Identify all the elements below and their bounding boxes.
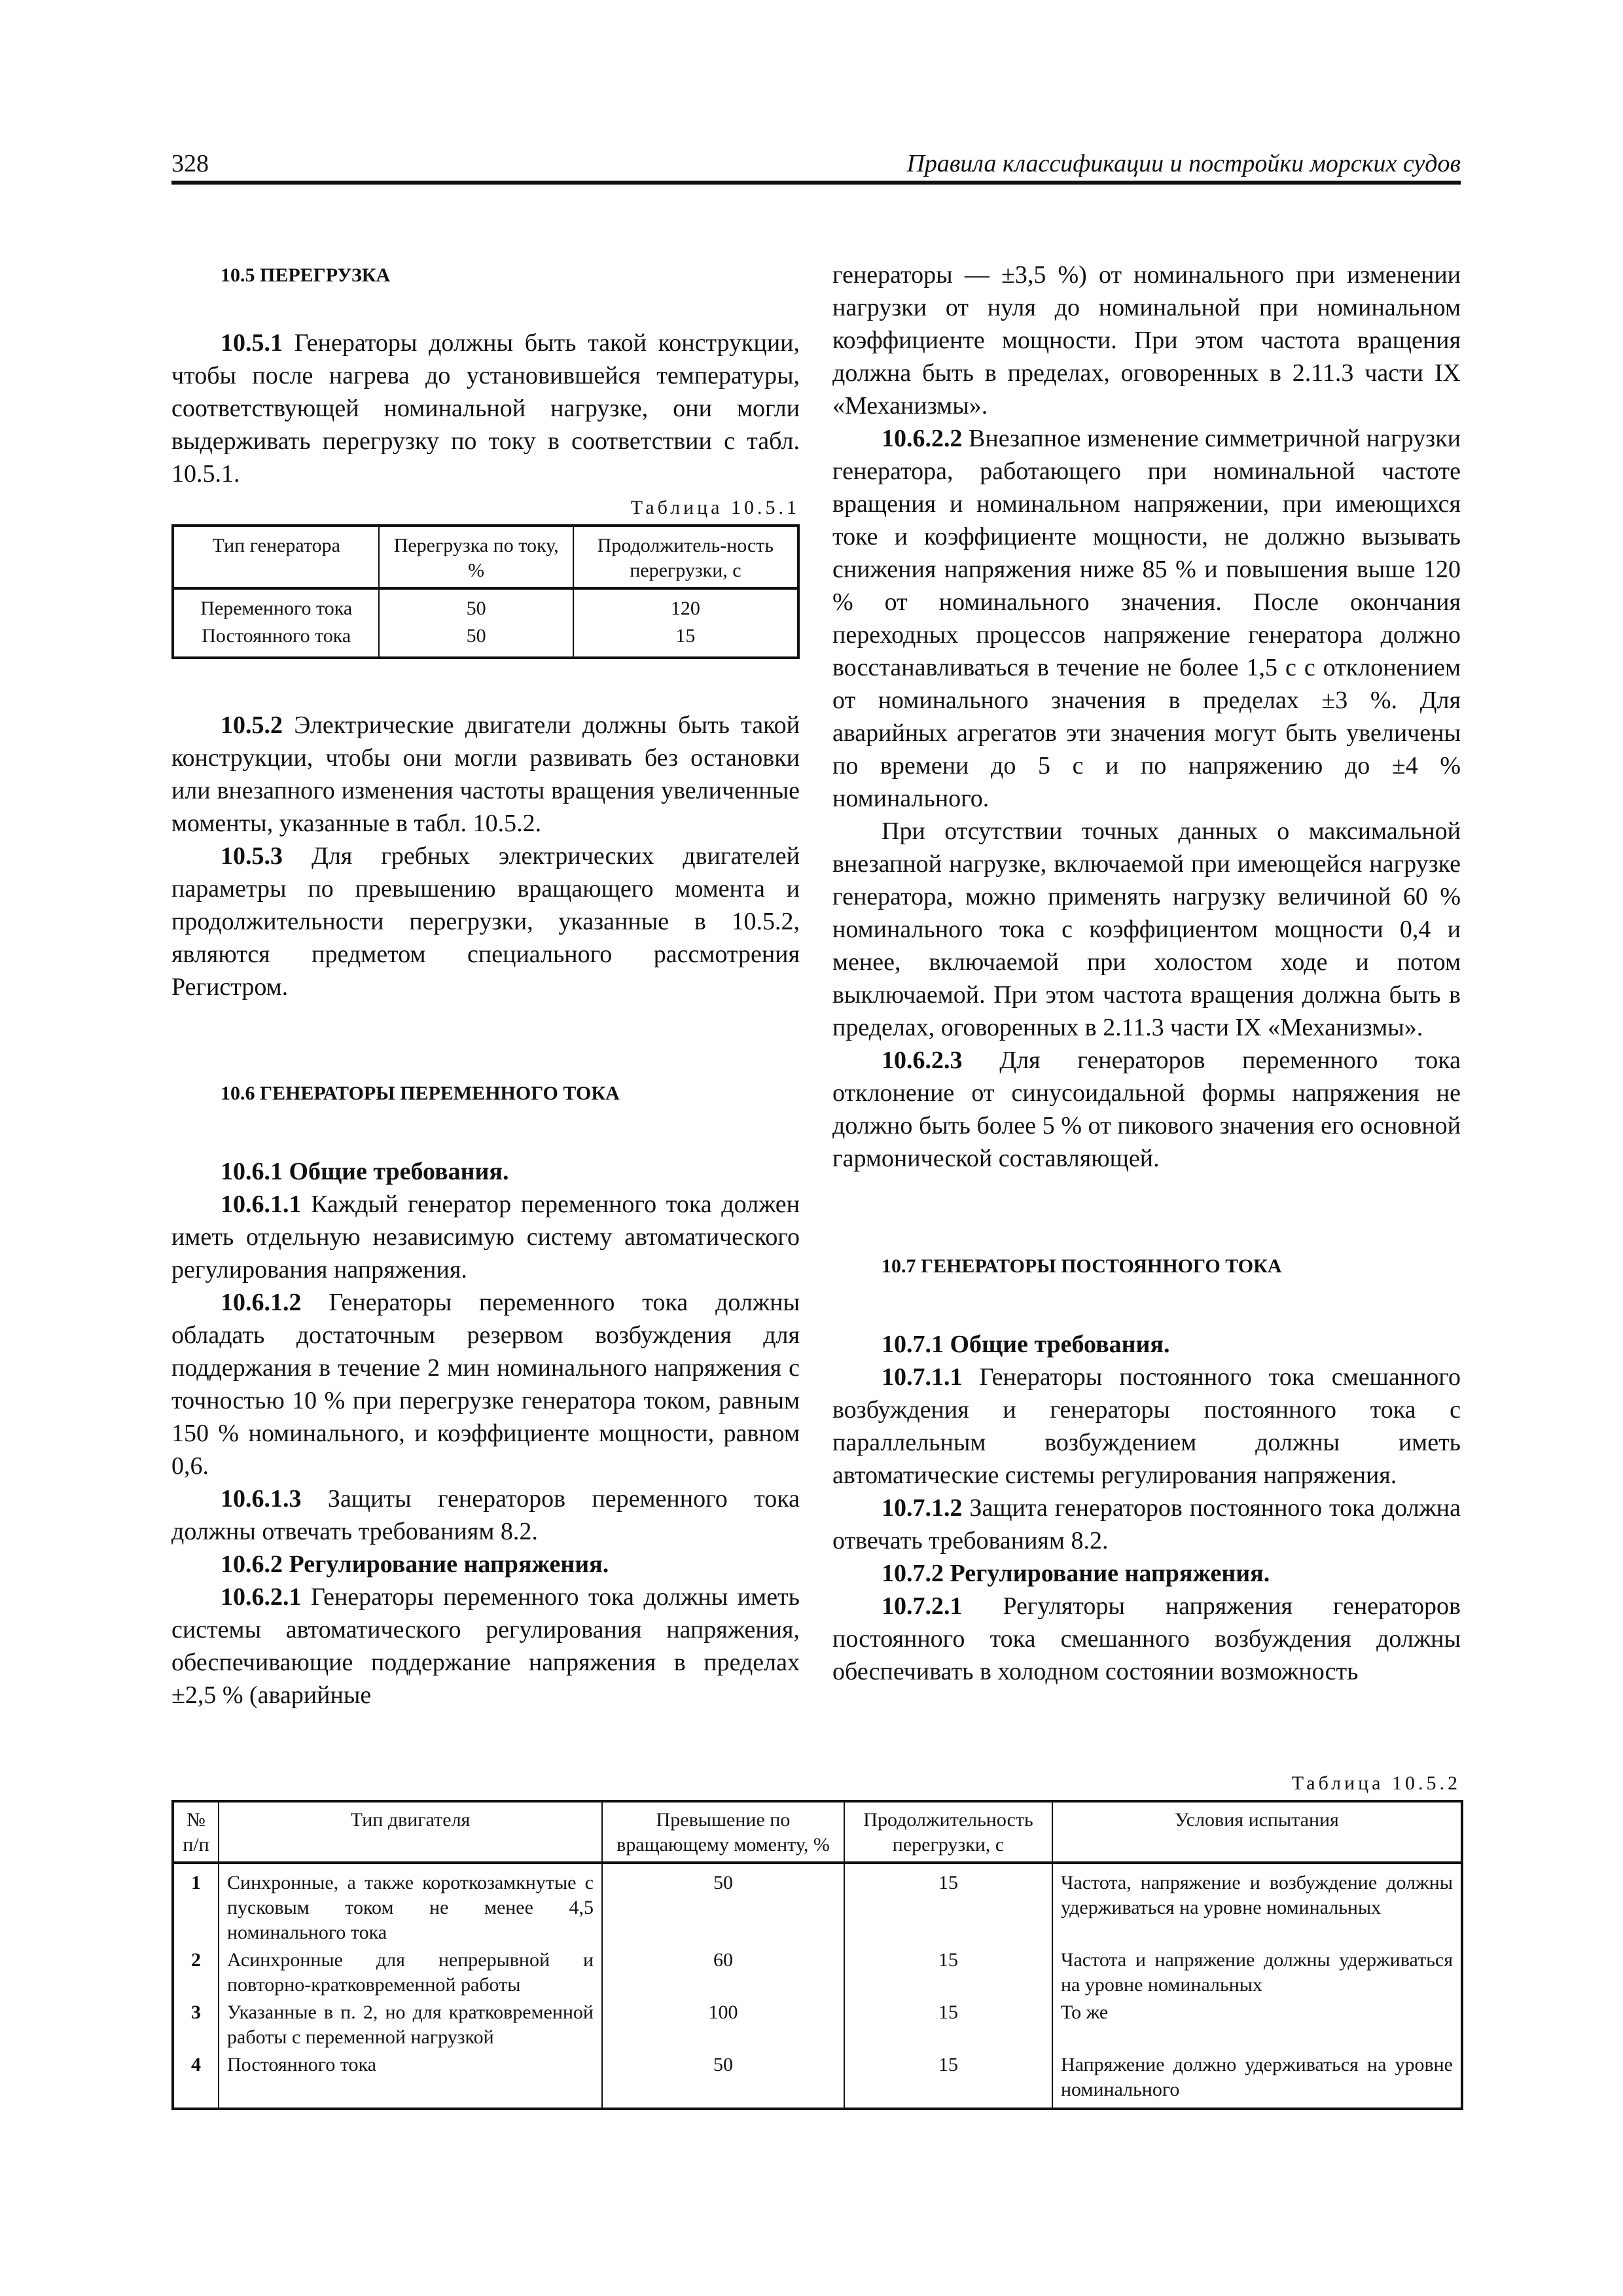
paragraph-number: 10.6.2.1 xyxy=(221,1583,302,1611)
paragraph-number: 10.6.2.3 xyxy=(882,1047,963,1074)
paragraph-10-6-1-2: 10.6.1.2 Генераторы переменного тока должны обладать достаточным резервом возбуждения для поддержания в течение 2 мин номинального напряжения с точностью 10 % при перегрузке генератора током, равным 150 % номинального, и коэффициенте мощности, равном 0,6. xyxy=(171,1289,800,1480)
table-cell: 15 xyxy=(844,1863,1052,1946)
table-cell: Указанные в п. 2, но для кратковременной работы с переменной нагрузкой xyxy=(219,1999,602,2051)
table-cell: 50 xyxy=(379,588,573,622)
page-number: 328 xyxy=(171,150,209,177)
table-row xyxy=(173,622,798,658)
table-cell: Асинхронные для непрерывной и повторно-кратковременной работы xyxy=(219,1946,602,1999)
paragraph-10-7-1-1: 10.7.1.1 Генераторы постоянного тока смешанного возбуждения и генераторы постоянного тока с параллельным возбуждением должны иметь автоматические системы регулирования напряжения. xyxy=(832,1363,1461,1489)
table-cell: 120 xyxy=(573,588,798,622)
paragraph-10-6-2-1: 10.6.2.1 Генераторы переменного тока должны иметь системы автоматического регулирования напряжения, обеспечивающие поддержание напряжения в пределах ±2,5 % (аварийные xyxy=(171,1583,800,1709)
paragraph-number: 10.7.2.1 xyxy=(882,1592,963,1620)
subheading-10-7-1: 10.7.1 Общие требования. xyxy=(882,1331,1170,1358)
table-row xyxy=(173,1863,1462,1946)
paragraph-number: 10.6.1.2 xyxy=(221,1289,302,1316)
paragraph-number: 10.6.1.3 xyxy=(221,1485,302,1513)
paragraph-10-6-1-3: 10.6.1.3 Защиты генераторов переменного тока должны отвечать требованиям 8.2. xyxy=(171,1485,800,1545)
table-cell: 100 xyxy=(602,1999,844,2051)
table-header-cell: Превышение по вращающему моменту, % xyxy=(602,1801,844,1863)
table-cell: 50 xyxy=(602,1863,844,1946)
paragraph-number: 10.5.1 xyxy=(221,329,283,357)
table-10-5-2-block xyxy=(171,1766,1461,2110)
table-header-cell: Продолжительность перегрузки, с xyxy=(844,1801,1052,1863)
table-cell: Постоянного тока xyxy=(219,2051,602,2109)
paragraph-10-6-2-1-continued: генераторы — ±3,5 %) от номинального при изменении нагрузки от нуля до номинальной при номинальном коэффициенте мощности. При этом частота вращения должна быть в пределах, оговоренных в 2.11.3 части IX «Механизмы». xyxy=(832,261,1461,420)
table-cell: Переменного тока xyxy=(173,588,379,622)
paragraph-number: 10.6.1.1 xyxy=(221,1191,302,1218)
paragraph-number: 10.7.1.1 xyxy=(882,1363,963,1391)
table-10-5-1 xyxy=(171,524,800,659)
paragraph-number: 10.6.2.2 xyxy=(882,425,963,452)
paragraph-10-5-1: 10.5.1 Генераторы должны быть такой конструкции, чтобы после нагрева до установившейся температуры, соответствующей номинальной нагрузке, они могли выдерживать перегрузку по току в соответствии с табл. 10.5.1. xyxy=(171,329,800,488)
paragraph-number: 10.5.3 xyxy=(221,842,283,870)
table-cell: Постоянного тока xyxy=(173,622,379,658)
table-header-cell: Условия испытания xyxy=(1052,1801,1462,1863)
table-cell: Частота, напряжение и возбуждение должны удерживаться на уровне номинальных xyxy=(1052,1863,1462,1946)
section-title-10-7: 10.7 ГЕНЕРАТОРЫ ПОСТОЯННОГО ТОКА xyxy=(882,1255,1282,1277)
paragraph-10-6-2-2: 10.6.2.2 Внезапное изменение симметричной нагрузки генератора, работающего при номинальной частоте вращения и номинальном напряжении, при имеющихся токе и коэффициенте мощности, не должно вызывать снижения напряжения ниже 85 % и повышения выше 120 % от номинального значения. После окончания переходных процессов напряжение генератора должно восстанавливаться в течение не более 1,5 с с отклонением от номинального значения в пределах ±3 %. Для аварийных агрегатов эти значения могут быть увеличены по времени до 5 с и по напряжению до ±4 % номинального. xyxy=(832,425,1461,812)
left-column xyxy=(171,259,800,1712)
paragraph-10-6-1-1: 10.6.1.1 Каждый генератор переменного тока должен иметь отдельную независимую систему автоматического регулирования напряжения. xyxy=(171,1191,800,1283)
paragraph-number: 10.5.2 xyxy=(221,711,283,739)
table-cell: 1 xyxy=(173,1863,219,1946)
table-header-cell: Тип генератора xyxy=(173,526,379,588)
subheading-10-7-2: 10.7.2 Регулирование напряжения. xyxy=(882,1560,1270,1587)
table-cell: 50 xyxy=(379,622,573,658)
paragraph-absence-of-data: При отсутствии точных данных о максимальной внезапной нагрузке, включаемой при имеющейся нагрузке генератора, можно применять нагрузку величиной 60 % номинального тока с коэффициентом мощности 0,4 и менее, включаемой при холостом ходе и потом выключаемой. При этом частота вращения должна быть в пределах, оговоренных в 2.11.3 части IX «Механизмы». xyxy=(832,817,1461,1041)
section-title-10-6: 10.6 ГЕНЕРАТОРЫ ПЕРЕМЕННОГО ТОКА xyxy=(221,1083,620,1104)
table-10-5-2-caption: Таблица 10.5.2 xyxy=(1291,1772,1461,1794)
table-cell: То же xyxy=(1052,1999,1462,2051)
table-cell: 4 xyxy=(173,2051,219,2109)
paragraph-10-7-1-2: 10.7.1.2 Защита генераторов постоянного тока должна отвечать требованиям 8.2. xyxy=(832,1494,1461,1554)
paragraph-10-5-2: 10.5.2 Электрические двигатели должны быть такой конструкции, чтобы они могли развивать без остановки или внезапного изменения частоты вращения увеличенные моменты, указанные в табл. 10.5.2. xyxy=(171,711,800,837)
table-header-cell: Тип двигателя xyxy=(219,1801,602,1863)
table-cell: Частота и напряжение должны удерживаться на уровне номинальных xyxy=(1052,1946,1462,1999)
subheading-10-6-1: 10.6.1 Общие требования. xyxy=(221,1158,509,1185)
table-cell: Синхронные, а также короткозамкнутые с пусковым током не менее 4,5 номинального тока xyxy=(219,1863,602,1946)
section-title-10-5: 10.5 ПЕРЕГРУЗКА xyxy=(221,264,391,286)
table-cell: 15 xyxy=(844,2051,1052,2109)
table-header-cell: № п/п xyxy=(173,1801,219,1863)
table-10-5-2 xyxy=(171,1800,1463,2110)
table-cell: 50 xyxy=(602,2051,844,2109)
right-column xyxy=(832,259,1461,1688)
table-cell: 3 xyxy=(173,1999,219,2051)
subheading-10-6-2: 10.6.2 Регулирование напряжения. xyxy=(221,1551,609,1578)
table-cell: 60 xyxy=(602,1946,844,1999)
table-cell: Напряжение должно удерживаться на уровне номинального xyxy=(1052,2051,1462,2109)
paragraph-10-6-2-3: 10.6.2.3 Для генераторов переменного тока отклонение от синусоидальной формы напряжения не должно быть более 5 % от пикового значения его основной гармонической составляющей. xyxy=(832,1047,1461,1172)
table-row xyxy=(173,1946,1462,1999)
table-cell: 15 xyxy=(573,622,798,658)
table-row xyxy=(173,588,798,622)
paragraph-number: 10.7.1.2 xyxy=(882,1494,963,1522)
page-header xyxy=(171,145,1461,185)
table-header-cell: Перегрузка по току, % xyxy=(379,526,573,588)
table-cell: 2 xyxy=(173,1946,219,1999)
table-row xyxy=(173,2051,1462,2109)
table-cell: 15 xyxy=(844,1946,1052,1999)
table-cell: 15 xyxy=(844,1999,1052,2051)
paragraph-10-5-3: 10.5.3 Для гребных электрических двигателей параметры по превышению вращающего момента и продолжительности перегрузки, указанные в 10.5.2, являются предметом специального рассмотрения Регистром. xyxy=(171,842,800,1001)
running-title: Правила классификации и постройки морских судов xyxy=(906,150,1461,177)
paragraph-10-7-2-1: 10.7.2.1 Регуляторы напряжения генераторов постоянного тока смешанного возбуждения должны обеспечивать в холодном состоянии возможность xyxy=(832,1592,1461,1685)
table-row xyxy=(173,1999,1462,2051)
table-10-5-1-caption: Таблица 10.5.1 xyxy=(630,497,800,518)
table-header-cell: Продолжитель-ность перегрузки, с xyxy=(573,526,798,588)
